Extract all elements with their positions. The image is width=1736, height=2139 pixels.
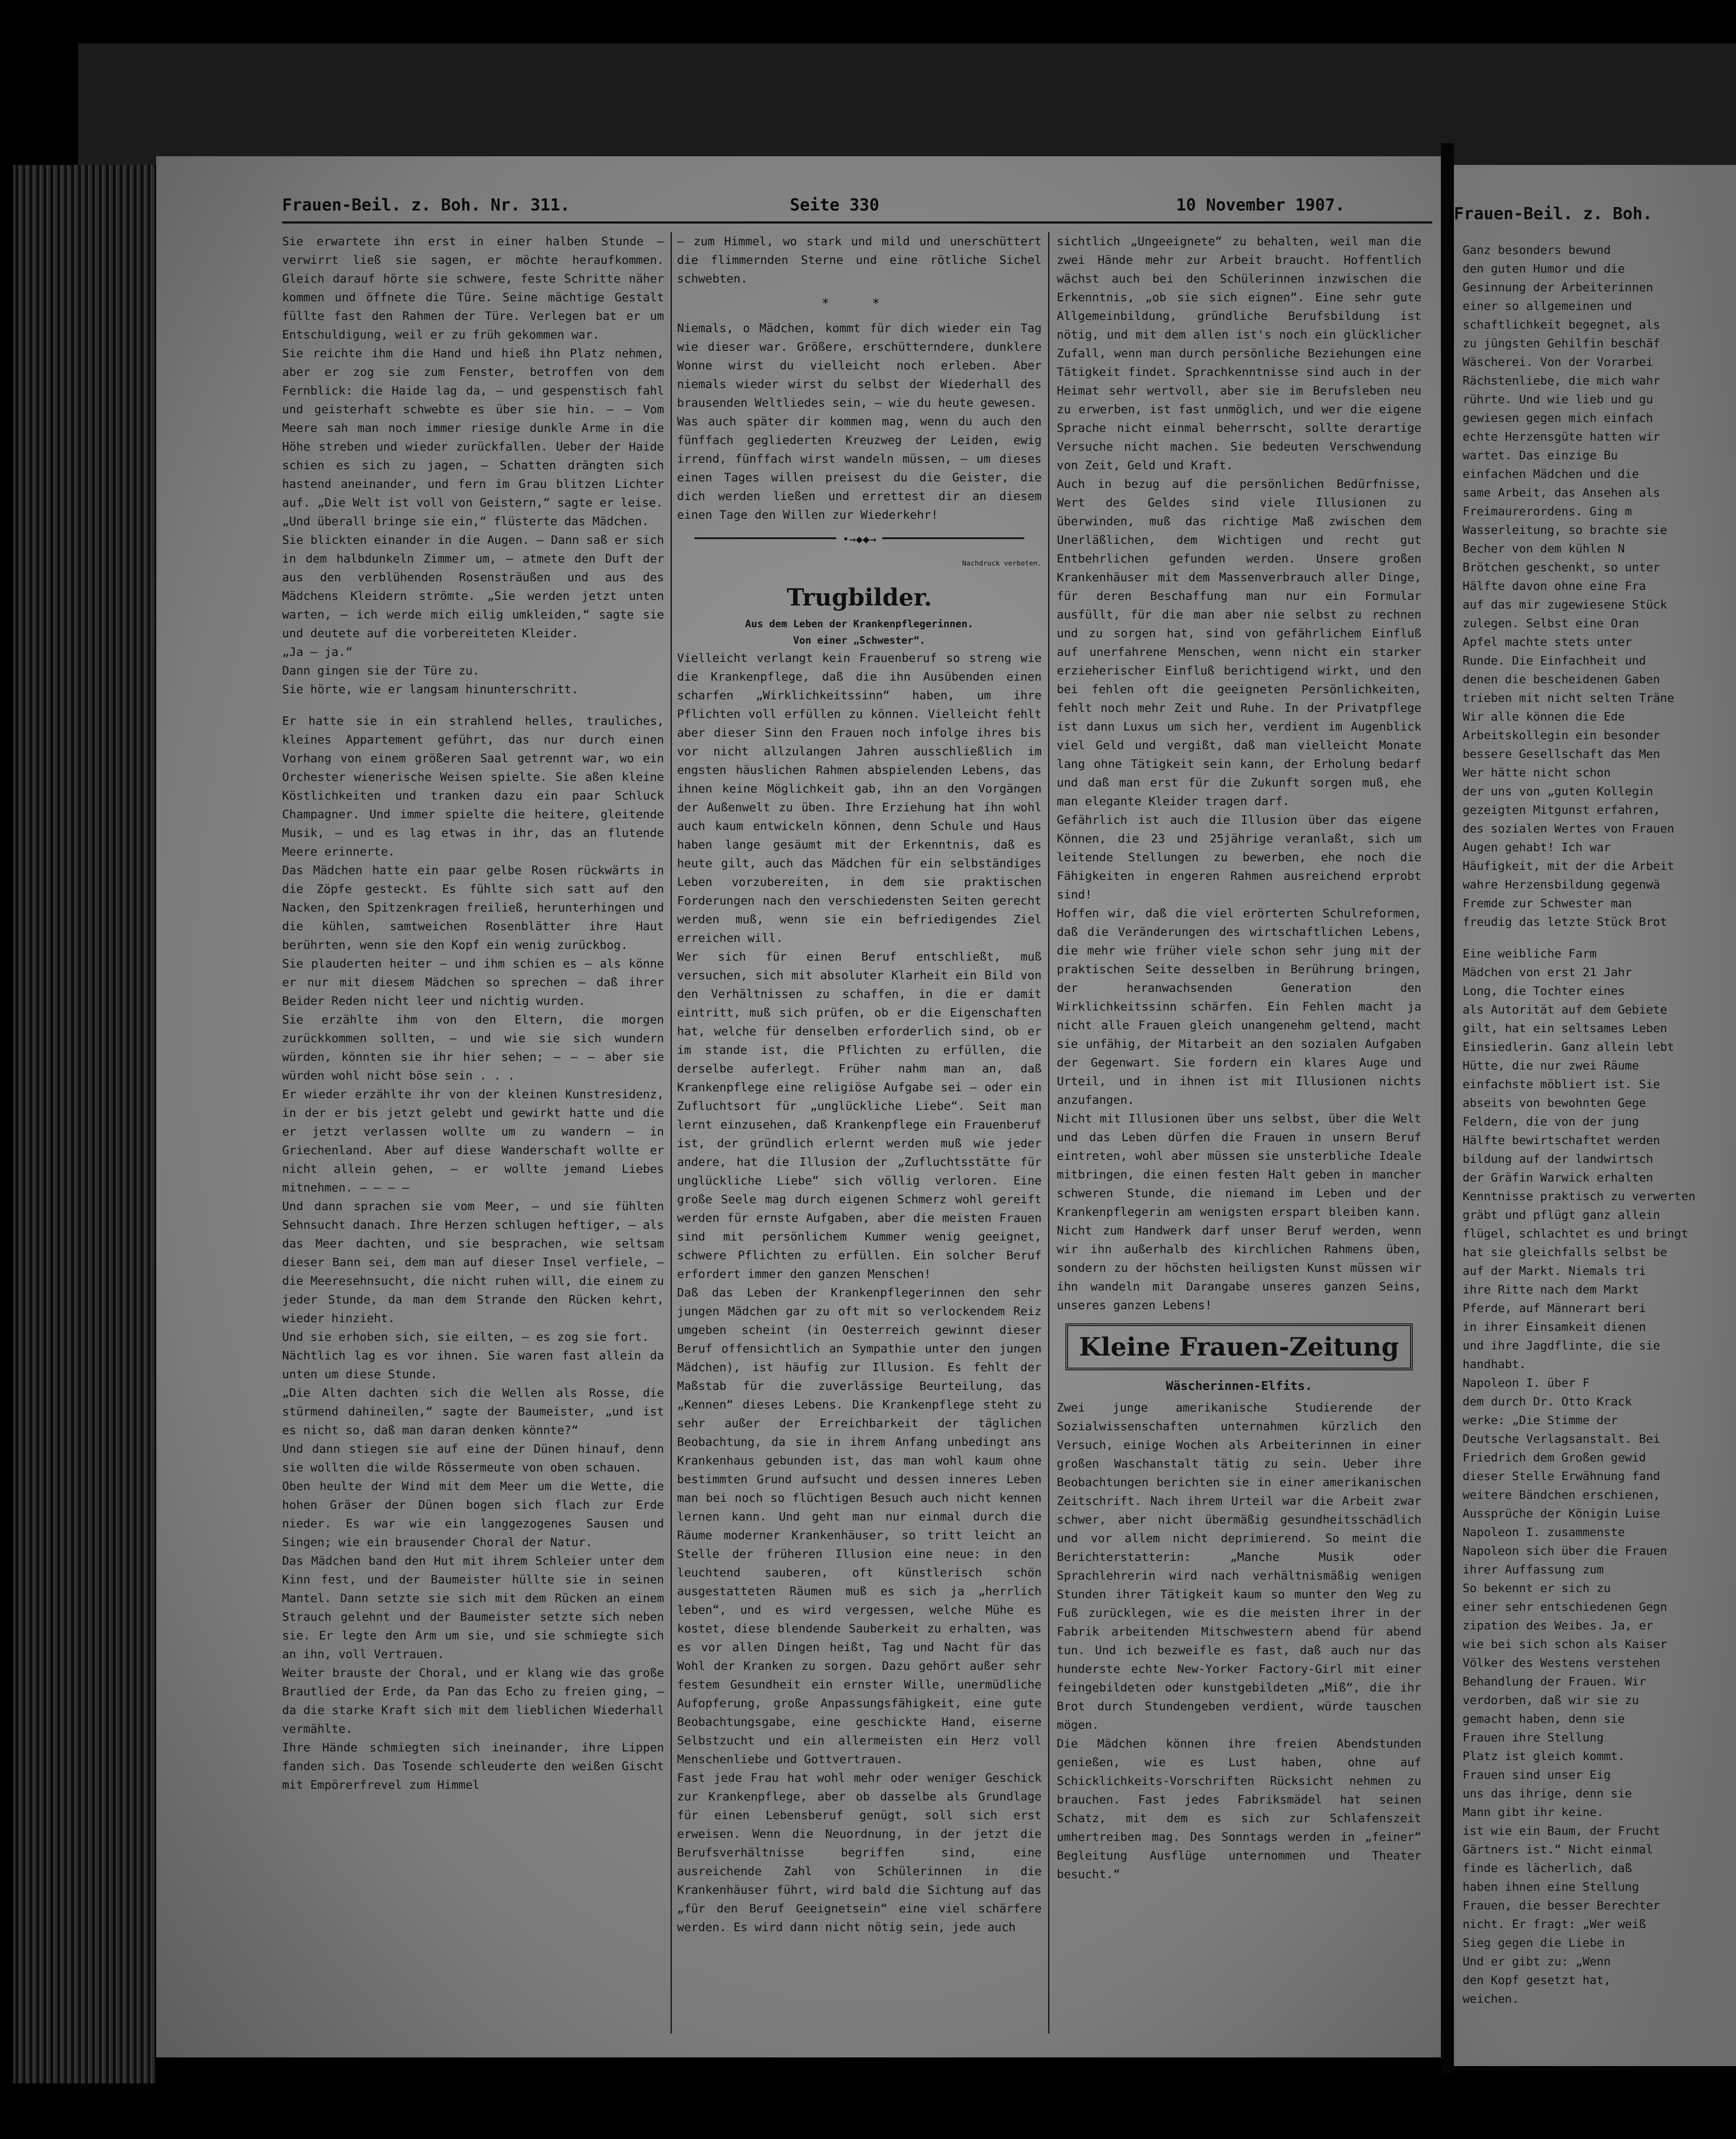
- paragraph: einer so allgemeinen und: [1463, 299, 1632, 313]
- section-stars: * *: [821, 296, 898, 311]
- paragraph: sichtlich „Ungeeignete“ zu behalten, weil man die zwei Hände mehr zur Arbeit braucht. Hoffentlich wächst auch bei den Schülerinnen inzwischen die Erkenntnis, „ob sie sich eignen“. Eine sehr gute Allgemeinbildung, gründliche Berufsbildung ist nötig, und mit dem allen ist's noch ein glücklicher Zufall, wenn man durch persönliche Beziehungen eine Tätigkeit findet. Sprachkenntnisse sind auch in der Heimat sehr wertvoll, aber sie im Berufsleben neu zu erwerben, ist fast unmöglich, und wer die eigene Sprache nicht einmal beherrscht, sollte derartige Versuche nicht machen. Sie bedeuten Verschwendung von Zeit, Geld und Kraft.: [1057, 235, 1421, 472]
- paragraph: Einsiedlerin. Ganz allein lebt: [1463, 1040, 1674, 1054]
- paragraph: Augen gehabt! Ich war: [1463, 841, 1611, 854]
- paragraph-gap: [1463, 931, 1736, 944]
- paragraph: Er wieder erzählte ihr von der kleinen Kunstresidenz, in der er bis jetzt gelebt und gewirkt hatte und die er jetzt verlassen wollte um zu wandern — in Griechenland. Aber auf diese Wanderschaft wollte er nicht allein gehen, — er wollte jemand Liebes mitnehmen. — — — —: [282, 1088, 664, 1195]
- paragraph: Fast jede Frau hat wohl mehr oder weniger Geschick zur Krankenpflege, aber ob dasselbe als Grundlage für einen Lebensberuf genügt, soll sich erst erweisen. Wenn die Neuordnung, in der jetzt die Berufsverhältnisse begriffen sind, eine ausreichende Zahl von Schülerinnen in die Krankenhäuser führt, wird bald die Sichtung auf das „für den Beruf Geeignetsein“ eine viel schärfere werden. Es wird dann nicht nötig sein, jede auch: [677, 1771, 1042, 1934]
- facing-page-column: [1463, 241, 1736, 2042]
- paragraph: Wasserleitung, so brachte sie: [1463, 523, 1667, 537]
- paragraph: Wir alle können die Ede: [1463, 710, 1625, 724]
- paragraph: Und dann sprachen sie vom Meer, — und sie fühlten Sehnsucht danach. Ihre Herzen schlugen heftiger, — als das Meer dachten, und sie besprachen, wie seltsam dieser Bann sei, dem man auf dieser Insel verfiele, — die Meeresehnsucht, die nicht ruhen will, die einem zu jeder Stunde, da man dem Strande den Rücken kehrt, wieder hinzieht.: [282, 1200, 664, 1325]
- paragraph: Er hatte sie in ein strahlend helles, trauliches, kleines Appartement geführt, das nur durch einen Vorhang von einem größeren Saal getrennt war, wo ein Orchester wienerische Weisen spielte. Sie aßen kleine Köstlichkeiten und tranken dazu ein paar Schluck Champagner. Und immer spielte die heitere, gleitende Musik, — und es lag etwas in ihr, das an flutende Meere erinnerte.: [282, 714, 664, 859]
- book-spine: [13, 165, 156, 2083]
- paragraph: Rächstenliebe, die mich wahr: [1463, 374, 1660, 388]
- paragraph: dem durch Dr. Otto Krack: [1463, 1395, 1632, 1408]
- paragraph: zipation des Weibes. Ja, er: [1463, 1619, 1653, 1632]
- column-3: [1057, 232, 1421, 2047]
- paragraph: zu jüngsten Gehilfin beschäf: [1463, 337, 1660, 350]
- paragraph: Und sie erhoben sich, sie eilten, — es zog sie fort.: [282, 1330, 649, 1344]
- paragraph: Vielleicht verlangt kein Frauenberuf so streng wie die Krankenpflege, daß die ihn Ausübenden einen scharfen „Wirklichkeitssinn“ haben, um ihre Pflichten voll erfüllen zu können. Vielleicht fehlt aber dieser Sinn den Frauen noch infolge ihres bis vor nicht allzulangen Jahren ausschließlich im engsten häuslichen Rahmen abspielenden Lebens, das ihnen keine Möglichkeit gab, ihn an den Vorgängen der Außenwelt zu üben. Ihre Erziehung hat ihn wohl auch kaum entwickeln können, denn Schule und Haus haben lange gesäumt mit der Erkenntnis, daß es heute gilt, auch das Mädchen für ein selbständiges Leben vorzubereiten, in dem sie praktischen Forderungen nach den verschiedensten Seiten gerecht werden muß, wenn sie ein befriedigendes Ziel erreichen will.: [677, 652, 1042, 945]
- paragraph: Fremde zur Schwester man: [1463, 897, 1632, 910]
- paragraph: Aussprüche der Königin Luise: [1463, 1507, 1660, 1520]
- paragraph: zulegen. Selbst eine Oran: [1463, 617, 1639, 630]
- paragraph: Pferde, auf Männerart beri: [1463, 1302, 1646, 1315]
- reprint-note: Nachdruck verboten.: [962, 559, 1042, 567]
- paragraph: Hoffen wir, daß die viel erörterten Schulreformen, daß die Veränderungen des wirtschaftlichen Lebens, die mehr wie früher viele schon sehr jung mit der praktischen Seite desselben in Berührung bringen, der heranwachsenden Generation den Wirklichkeitssinn schärfen. Ein Fehlen macht ja nicht alle Frauen gleich unangenehm geltend, macht sie unfähig, der Mitarbeit an den sozialen Aufgaben der Gegenwart. Sie fordern ein klares Auge und Urteil, und in ihnen ist mit Illusionen nichts anzufangen.: [1057, 907, 1421, 1107]
- paragraph: uns das ihrige, denn sie: [1463, 1787, 1632, 1800]
- paragraph: Hälfte bewirtschaftet werden: [1463, 1134, 1660, 1147]
- paragraph: gewiesen gegen mich einfach: [1463, 411, 1653, 425]
- header-rule: [282, 221, 1432, 224]
- paragraph: Das Mädchen hatte ein paar gelbe Rosen rückwärts in die Zöpfe gesteckt. Es fühlte sich satt auf den Nacken, den Spitzenkragen freiließ, herunterhingen und die kühlen, samtweichen Rosenblätter ihre Haut berührten, wenn sie den Kopf ein wenig zurückbog.: [282, 864, 664, 952]
- paragraph: Das Mädchen band den Hut mit ihrem Schleier unter dem Kinn fest, und der Baumeister hüllte sie in seinen Mantel. Dann setzte sie sich mit dem Rücken an einem Strauch gelehnt und der Baumeister setzte sich neben sie. Er legte den Arm um sie, und sie schmiegte sich an ihn, voll Vertrauen.: [282, 1554, 664, 1661]
- paragraph: gilt, hat ein seltsames Leben: [1463, 1022, 1667, 1035]
- paragraph: trieben mit nicht selten Träne: [1463, 691, 1674, 705]
- article-subhead: Wäscherinnen-Elfits.: [1166, 1379, 1312, 1393]
- paragraph: Wäscherei. Von der Vorarbei: [1463, 355, 1653, 369]
- paragraph: des sozialen Wertes von Frauen: [1463, 822, 1674, 836]
- paragraph: Runde. Die Einfachheit und: [1463, 654, 1646, 668]
- paragraph: Hütte, die nur zwei Räume: [1463, 1059, 1639, 1073]
- paragraph: „Ja — ja.“: [282, 645, 353, 659]
- paragraph: Frauen, die besser Berechter: [1463, 1899, 1660, 1912]
- paragraph: Becher von dem kühlen N: [1463, 542, 1625, 556]
- paragraph: schaftlichkeit begegnet, als: [1463, 318, 1660, 332]
- header-publication: Frauen-Beil. z. Boh. Nr. 311.: [282, 195, 570, 214]
- paragraph: Napoleon I. über F: [1463, 1376, 1590, 1390]
- paragraph: den guten Humor und die: [1463, 262, 1625, 276]
- paragraph: Behandlung der Frauen. Wir: [1463, 1675, 1646, 1688]
- paragraph: ihrer Auffassung zum: [1463, 1563, 1604, 1576]
- paragraph: haben ihnen eine Stellung: [1463, 1880, 1639, 1894]
- paragraph: Niemals, o Mädchen, kommt für dich wieder ein Tag wie dieser war. Größere, erschütterndere, dunklere Wonne wirst du vielleicht noch erleben. Aber niemals wieder wirst du selbst der Wiederhall des brausenden Weltliedes sein, — wie du heute gewesen.: [677, 322, 1042, 410]
- paragraph: same Arbeit, das Ansehen als: [1463, 486, 1660, 500]
- paragraph: gezeigten Mitgunst erfahren,: [1463, 803, 1660, 817]
- paragraph: Und dann stiegen sie auf eine der Dünen hinauf, denn sie wollten die wilde Rössermeute von oben schauen.: [282, 1442, 664, 1474]
- paragraph: Sie plauderten heiter — und ihm schien es — als könne er nur mit diesem Mädchen so sprechen — daß ihrer Beider Reden nicht leer und nichtig wurden.: [282, 957, 664, 1008]
- paragraph: Was auch später dir kommen mag, wenn du auch den fünffach gegliederten Kreuzweg der Leiden, ewig irrend, fünffach wirst wandeln müssen, — um dieses einen Tages willen preisest du die Geister, die dich werden ließen und errettest dir an diesem einen Tage den Willen zur Wiederkehr!: [677, 415, 1042, 522]
- paragraph: einfachen Mädchen und die: [1463, 467, 1639, 481]
- section-heading-box: Kleine Frauen-Zeitung: [1065, 1323, 1413, 1370]
- paragraph-gap: [282, 699, 664, 712]
- paragraph: Platz ist gleich kommt.: [1463, 1750, 1625, 1763]
- paragraph: Nächtlich lag es vor ihnen. Sie waren fast allein da unten um diese Stunde.: [282, 1349, 664, 1381]
- paragraph: gräbt und pflügt ganz allein: [1463, 1208, 1660, 1222]
- paragraph: Sie reichte ihm die Hand und hieß ihn Platz nehmen, aber er zog sie zum Fenster, betroffen von dem Fernblick: die Haide lag da, — und gespenstisch fahl und geisterhaft schwebte es über sie hin. — — Vom Meere sah man noch immer riesige dunkle Arme in die Höhe streben und wieder zurückfallen. Ueber der Haide schien es sich zu jagen, — Schatten drängten sich hastend aneinander, und fern im Grau blitzen Lichter auf. „Die Welt ist voll von Geistern,“ sagte er leise.: [282, 347, 664, 510]
- paragraph: Brötchen geschenkt, so unter: [1463, 561, 1660, 574]
- paragraph: Häufigkeit, mit der die Arbeit: [1463, 859, 1674, 873]
- paragraph: Feldern, die von der jung: [1463, 1115, 1639, 1129]
- paragraph: echte Herzensgüte hatten wir: [1463, 430, 1660, 444]
- paragraph: — zum Himmel, wo stark und mild und unerschüttert die flimmernden Sterne und eine rötliche Sichel schwebten.: [677, 235, 1042, 286]
- paragraph: weitere Bändchen erschienen,: [1463, 1488, 1660, 1502]
- paragraph: bildung auf der landwirtsch: [1463, 1152, 1653, 1166]
- paragraph: Sie erwartete ihn erst in einer halben Stunde — verwirrt ließ sie sagen, er möchte heraufkommen. Gleich darauf hörte sie schwere, feste Schritte näher kommen und öffnete die Türe. Seine mächtige Gestalt füllte fast den Rahmen der Türe. Verlegen bat er um Entschuldigung, weil er zu früh gekommen war.: [282, 235, 664, 342]
- paragraph: freudig das letzte Stück Brot: [1463, 915, 1667, 929]
- ornament-divider: •→◆◆→: [694, 537, 1024, 548]
- paragraph: Daß das Leben der Krankenpflegerinnen den sehr jungen Mädchen gar zu oft mit so verlockendem Reiz umgeben scheint (in Oesterreich gewinnt dieser Beruf offensichtlich an Sympathie unter den jungen Mädchen), ist häufig zur Illusion. Es fehlt der Maßstab für die zuverlässige Beurteilung, das „Kennen“ dieses Lebens. Die Krankenpflege steht zu sehr außer der Erreichbarkeit der täglichen Beobachtung, da sie in ihrem Anfang unbedingt ans Krankenhaus gebunden ist, das man wohl kaum ohne bestimmten Grund aufsucht und dessen inneres Leben man bei noch so flüchtigen Besuch auch nicht kennen lernen kann. Und geht man nur einmal durch die Räume moderner Krankenhäuser, so tritt leicht an Stelle der früheren Illusion eine neue: in den leuchtend sauberen, oft künstlerisch schön ausgestatteten Räumen muß es sich ja „herrlich leben“, und es wird vergessen, welche Mühe es kostet, diese blendende Sauberkeit zu erhalten, was es vor allen Dingen heißt, Tag und Nacht für das Wohl der Kranken zu sorgen. Dazu gehört außer sehr festem Gesundheit ein ernster Wille, unermüdliche Aufopferung, große Anpassungsfähigkeit, eine gute Beobachtungsgabe, eine geschickte Hand, eiserne Selbstzucht und ein allermeisten ein Herz voll Menschenliebe und Gottvertrauen.: [677, 1286, 1042, 1766]
- page-gutter: [1441, 143, 1454, 2075]
- paragraph: Gefährlich ist auch die Illusion über das eigene Können, die 23 und 25jährige veranlaßt, sich um leitende Stellungen zu bewerben, ehe noch die Fähigkeiten in engeren Rahmen ausreichend erprobt sind!: [1057, 813, 1421, 902]
- paragraph: flügel, schlachtet es und bringt: [1463, 1227, 1689, 1241]
- paragraph: Arbeitskollegin ein besonder: [1463, 729, 1660, 742]
- paragraph: als Autorität auf dem Gebiete: [1463, 1003, 1667, 1017]
- page-header: [156, 195, 1441, 221]
- paragraph: So bekennt er sich zu: [1463, 1582, 1611, 1595]
- paragraph: Sieg gegen die Liebe in: [1463, 1936, 1625, 1950]
- paragraph: Ganz besonders bewund: [1463, 244, 1611, 257]
- paragraph: Hälfte davon ohne eine Fra: [1463, 579, 1646, 593]
- paragraph: Napoleon I. zusammenste: [1463, 1526, 1625, 1539]
- paragraph: Kenntnisse praktisch zu verwerten: [1463, 1190, 1696, 1203]
- paragraph: Oben heulte der Wind mit dem Meer um die Wette, die hohen Gräser der Dünen bogen sich flach zur Erde nieder. Es war wie ein langgezogenes Sausen und Singen; wie ein brausender Choral der Natur.: [282, 1480, 664, 1549]
- paragraph: Wer hätte nicht schon: [1463, 766, 1611, 780]
- paragraph: hat sie gleichfalls selbst be: [1463, 1246, 1667, 1259]
- facing-page: [1454, 165, 1736, 2066]
- paragraph: Sie blickten einander in die Augen. — Dann saß er sich in dem halbdunkeln Zimmer um, — atmete den Duft der aus den verblühenden Rosensträußen und aus des Mädchens Kleidern strömte. „Sie werden jetzt unten warten, — ich werde mich eilig umkleiden,“ sagte sie und deutete auf die vorbereiteten Kleider.: [282, 533, 664, 640]
- paragraph: der uns von „guten Kollegin: [1463, 785, 1653, 798]
- paragraph: Ihre Hände schmiegten sich ineinander, ihre Lippen fanden sich. Das Tosende schleuderte den weißen Gischt mit Empörerfrevel zum Himmel: [282, 1741, 664, 1792]
- paragraph: auf das mir zugewiesene Stück: [1463, 598, 1667, 612]
- paragraph: denen die bescheidenen Gaben: [1463, 673, 1660, 686]
- paragraph: Frauen ihre Stellung: [1463, 1731, 1604, 1744]
- paragraph: Mädchen von erst 21 Jahr: [1463, 966, 1632, 979]
- paragraph: Eine weibliche Farm: [1463, 947, 1597, 961]
- paragraph: Friedrich dem Großen gewid: [1463, 1451, 1646, 1464]
- paragraph: wartet. Das einzige Bu: [1463, 449, 1618, 462]
- paragraph: in ihrer Einsamkeit dienen: [1463, 1320, 1646, 1334]
- paragraph: Long, die Tochter eines: [1463, 984, 1625, 998]
- column-2: [677, 232, 1042, 2047]
- paragraph: einer sehr entschiedenen Gegn: [1463, 1600, 1667, 1614]
- paragraph: bessere Gesellschaft das Men: [1463, 747, 1660, 761]
- paragraph: Zwei junge amerikanische Studierende der Sozialwissenschaften unternahmen kürzlich den Versuch, einige Wochen als Arbeiterinnen in einer großen Waschanstalt tätig zu sein. Ueber ihre Beobachtungen berichten sie in einer amerikanischen Zeitschrift. Nach ihrem Urteil war die Arbeit zwar schwer, aber nicht übermäßig gesundheitsschädlich und vor allem nicht deprimierend. So meint die Berichterstatterin: „Manche Musik oder Sprachlehrerin wird nach verhältnismäßig wenigen Stunden ihrer Tätigkeit kaum so munter den Weg zu Fuß zurücklegen, wie es die meisten ihrer in der Fabrik arbeitenden Mitschwestern abend für abend tun. Und ich bezweifle es fast, daß auch nur das hunderste echte New-Yorker Factory-Girl mit einer feingebildeten oder kunstgebildeten „Miß“, die ihr Brot durch Stundengeben verdient, würde tauschen mögen.: [1057, 1401, 1421, 1732]
- paragraph: Gesinnung der Arbeiterinnen: [1463, 281, 1653, 294]
- column-1: [282, 232, 664, 2047]
- paragraph: Wer sich für einen Beruf entschließt, muß versuchen, sich mit absoluter Klarheit ein Bild von den Verhältnissen zu schaffen, in die er damit eintritt, muß sich prüfen, ob er die Eigenschaften hat, welche für denselben erforderlich sind, ob er im stande ist, die Pflichten zu erfüllen, die derselbe auferlegt. Früher nahm man an, daß Krankenpflege eine religiöse Aufgabe sei — oder ein Zufluchtsort für „unglückliche Liebe“. Seit man lernt einzusehen, daß Krankenpflege ein Frauenberuf ist, der gründlich erlernt werden muß wie jeder andere, hat die Illusion der „Zufluchtsstätte für unglückliche Liebe“ sich völlig verloren. Eine große Seele mag durch eigenen Schmerz wohl gereift werden für ernste Aufgaben, aber die meisten Frauen sind mit persönlichem Kummer wenig geeignet, schwere Pflichten zu erfüllen. Ein solcher Beruf erfordert immer den ganzen Menschen!: [677, 950, 1042, 1281]
- newspaper-page: [156, 156, 1441, 2057]
- paragraph: Mann gibt ihr keine.: [1463, 1806, 1604, 1819]
- article-byline: Von einer „Schwester“.: [793, 635, 926, 646]
- paragraph: Gärtners ist.“ Nicht einmal: [1463, 1843, 1653, 1856]
- paragraph: Die Mädchen können ihre freien Abendstunden genießen, wie es Lust haben, ohne auf Schicklichkeits-Vorschriften Rücksicht nehmen zu brauchen. Fast jedes Fabriksmädel hat seinen Schatz, mit dem es sich zur Schlafenszeit umhertreiben mag. Des Sonntags werden in „feiner“ Begleitung Ausflüge unternommen und Theater besucht.“: [1057, 1737, 1421, 1881]
- paragraph: auf der Markt. Niemals tri: [1463, 1264, 1646, 1278]
- paragraph: rührte. Und wie lieb und gu: [1463, 393, 1653, 406]
- paragraph: Frauen sind unser Eig: [1463, 1768, 1611, 1782]
- paragraph: Weiter brauste der Choral, und er klang wie das große Brautlied der Erde, da Pan das Echo zu freien ging, — da die starke Kraft sich mit dem lieblichen Wiederhall vermählte.: [282, 1666, 664, 1736]
- header-date: 10 November 1907.: [1176, 195, 1345, 214]
- paragraph: ihre Ritte nach dem Markt: [1463, 1283, 1639, 1297]
- paragraph: und ihre Jagdflinte, die sie: [1463, 1339, 1660, 1353]
- article-subtitle: Aus dem Leben der Krankenpflegerinnen.: [745, 619, 974, 630]
- paragraph: Auch in bezug auf die persönlichen Bedürfnisse, Wert des Geldes sind viele Illusionen zu überwinden, muß das richtige Maß zwischen dem Unerläßlichen, dem Wichtigen und recht gut Entbehrlichen gefunden werden. Unsere großen Krankenhäuser mit dem Massenverbrauch aller Dinge, für deren Beschaffung man nur ein Formular ausfüllt, für die man aber nie selbst zu rechnen und zu sorgen hat, sind von gefährlichem Einfluß auf unerfahrene Menschen, wenn nicht ein starker erzieherischer Einfluß berichtigend wirkt, und den bei fehlen oft die geeigneten Persönlichkeiten, fehlt noch mehr Zeit und Ruhe. In der Privatpflege ist dann Luxus um sich her, verdient im Augenblick viel Geld und vergißt, daß man vielleicht Monate lang ohne Tätigkeit sein kann, der Erholung bedarf und daß man erst für die Zukunft sorgen muß, ehe man elegante Kleider tragen darf.: [1057, 477, 1421, 808]
- paragraph: nicht. Er fragt: „Wer weiß: [1463, 1918, 1646, 1931]
- paragraph: handhabt.: [1463, 1358, 1526, 1371]
- paragraph: Völker des Westens verstehen: [1463, 1656, 1660, 1670]
- paragraph: Sie erzählte ihm von den Eltern, die morgen zurückkommen sollten, — und wie sie sich wundern würden, könnten sie ihr hier sehen; — — — aber sie würden wohl nicht böse sein . . .: [282, 1013, 664, 1083]
- paragraph: Deutsche Verlagsanstalt. Bei: [1463, 1432, 1660, 1446]
- paragraph: finde es lächerlich, daß: [1463, 1862, 1632, 1875]
- paragraph: Und er gibt zu: „Wenn: [1463, 1955, 1611, 1968]
- paragraph: einfachste möbliert ist. Sie: [1463, 1078, 1660, 1091]
- paragraph: Napoleon sich über die Frauen: [1463, 1544, 1667, 1558]
- paragraph: wie bei sich schon als Kaiser: [1463, 1638, 1667, 1651]
- paragraph: dieser Stelle Erwähnung fand: [1463, 1470, 1660, 1483]
- article-title: Trugbilder.: [786, 583, 932, 611]
- paragraph: werke: „Die Stimme der: [1463, 1414, 1618, 1427]
- paragraph: Freimaurerordens. Ging m: [1463, 505, 1632, 518]
- paragraph: wahre Herzensbildung gegenwä: [1463, 878, 1660, 892]
- paragraph: Nicht mit Illusionen über uns selbst, über die Welt und das Leben dürfen die Frauen in unsern Beruf eintreten, wohl aber müssen sie unsterbliche Ideale mitbringen, die einen festen Halt geben in mancher schweren Stunde, die niemand im Leben und der Krankenpflegerin am wenigsten erspart bleiben kann. Nicht zum Handwerk darf unser Beruf werden, wenn wir ihn außerhalb des kirchlichen Rahmens üben, sondern zu der höchsten heiligsten Kunst müssen wir ihn wandeln mit Darangabe unseres ganzen Seins, unseres ganzen Lebens!: [1057, 1112, 1421, 1312]
- facing-page-header: Frauen-Beil. z. Boh.: [1454, 204, 1653, 223]
- paragraph: Apfel machte stets unter: [1463, 635, 1632, 649]
- paragraph: der Gräfin Warwick erhalten: [1463, 1171, 1653, 1185]
- paragraph: Sie hörte, wie er langsam hinunterschritt.: [282, 683, 579, 696]
- paragraph: weichen.: [1463, 1992, 1519, 2006]
- column-separator: [1048, 232, 1049, 2034]
- paragraph: ist wie ein Baum, der Frucht: [1463, 1824, 1660, 1838]
- paragraph: Dann gingen sie der Türe zu.: [282, 664, 480, 678]
- paragraph: „Die Alten dachten sich die Wellen als Rosse, die stürmend dahineilen,“ sagte der Baumeister, „und ist es nicht so, daß man daran denken könnte?“: [282, 1386, 664, 1437]
- paragraph: den Kopf gesetzt hat,: [1463, 1974, 1611, 1987]
- column-separator: [671, 232, 672, 2034]
- paragraph: gemacht haben, denn sie: [1463, 1712, 1625, 1726]
- header-page-number: Seite 330: [790, 195, 879, 214]
- paragraph: „Und überall bringe sie ein,“ flüsterte das Mädchen.: [282, 515, 649, 528]
- paragraph: verdorben, daß wir sie zu: [1463, 1694, 1639, 1707]
- paragraph: abseits von bewohnten Gege: [1463, 1096, 1646, 1110]
